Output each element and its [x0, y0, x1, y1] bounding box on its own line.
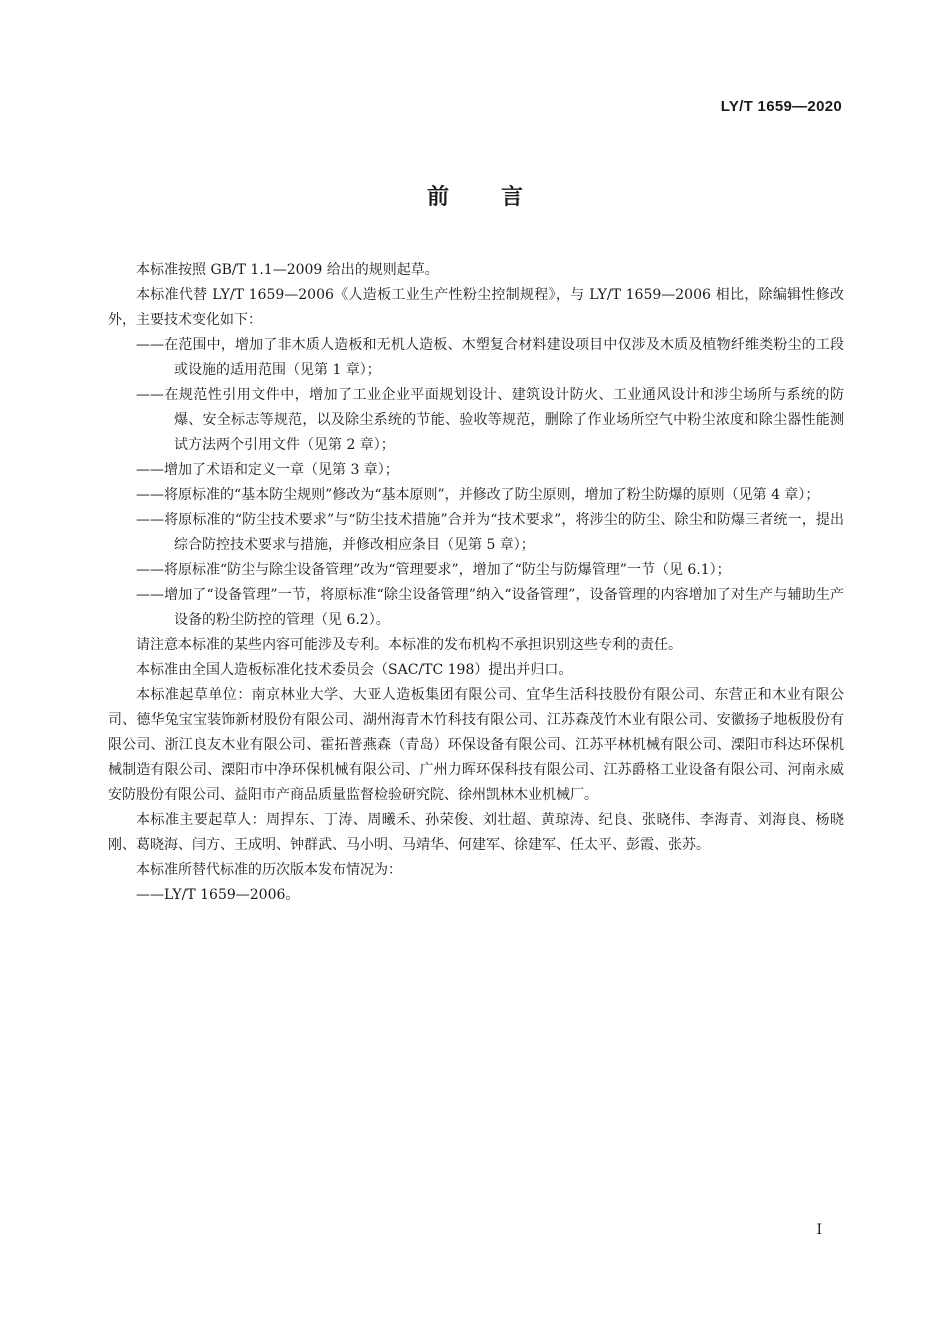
proposer-paragraph: 本标准由全国人造板标准化技术委员会（SAC/TC 198）提出并归口。	[136, 662, 573, 678]
foreword-body	[108, 258, 844, 908]
change-item: ——将原标准“防尘与除尘设备管理”改为“管理要求”，增加了“防尘与防爆管理”一节（见 6.1）；	[136, 562, 731, 578]
drafting-rules-paragraph: 本标准按照 GB/T 1.1—2009 给出的规则起草。	[136, 262, 439, 278]
history-item: ——LY/T 1659—2006。	[136, 887, 300, 903]
change-item: ——将原标准的“防尘技术要求”与“防尘技术措施”合并为“技术要求”，将涉尘的防尘、除尘和防爆三者统一，提出综合防控技术要求与措施，并修改相应条目（见第 5 章）；	[136, 512, 844, 553]
replacement-paragraph: 本标准代替 LY/T 1659—2006《人造板工业生产性粉尘控制规程》，与 LY/T 1659—2006 相比，除编辑性修改外，主要技术变化如下：	[108, 287, 844, 328]
drafters-paragraph: 本标准主要起草人：周捍东、丁涛、周曦禾、孙荣俊、刘壮超、黄琼涛、纪良、张晓伟、李海青、刘海良、杨晓刚、葛晓海、闫方、王成明、钟群武、马小明、马靖华、何建军、徐建军、任太平、彭霞、张苏。	[108, 812, 844, 853]
drafting-units-paragraph: 本标准起草单位：南京林业大学、大亚人造板集团有限公司、宜华生活科技股份有限公司、东营正和木业有限公司、德华兔宝宝装饰新材股份有限公司、湖州海青木竹科技有限公司、江苏森茂竹木业有限公司、安徽扬子地板股份有限公司、浙江良友木业有限公司、霍拓普燕森（青岛）环保设备有限公司、江苏平林机械有限公司、溧阳市科达环保机械制造有限公司、溧阳市中净环保机械有限公司、广州力晖环保科技有限公司、江苏爵格工业设备有限公司、河南永威安防股份有限公司、益阳市产商品质量监督检验研究院、徐州凯林木业机械厂。	[108, 687, 844, 803]
change-item: ——增加了术语和定义一章（见第 3 章）；	[136, 462, 399, 478]
change-item: ——在范围中，增加了非木质人造板和无机人造板、木塑复合材料建设项目中仅涉及木质及植物纤维类粉尘的工段或设施的适用范围（见第 1 章）；	[136, 337, 844, 378]
page-number: I	[816, 1222, 822, 1238]
standard-code: LY/T 1659—2020	[720, 98, 842, 115]
patent-notice-paragraph: 请注意本标准的某些内容可能涉及专利。本标准的发布机构不承担识别这些专利的责任。	[136, 637, 682, 653]
history-intro-paragraph: 本标准所替代标准的历次版本发布情况为：	[136, 862, 402, 878]
page-title: 前言	[426, 185, 575, 210]
change-item: ——将原标准的“基本防尘规则”修改为“基本原则”，并修改了防尘原则，增加了粉尘防爆的原则（见第 4 章）；	[136, 487, 820, 503]
change-item: ——在规范性引用文件中，增加了工业企业平面规划设计、建筑设计防火、工业通风设计和涉尘场所与系统的防爆、安全标志等规范，以及除尘系统的节能、验收等规范，删除了作业场所空气中粉尘浓度和除尘器性能测试方法两个引用文件（见第 2 章）；	[136, 387, 844, 453]
change-item: ——增加了“设备管理”一节，将原标准“除尘设备管理”纳入“设备管理”，设备管理的内容增加了对生产与辅助生产设备的粉尘防控的管理（见 6.2）。	[136, 587, 844, 628]
